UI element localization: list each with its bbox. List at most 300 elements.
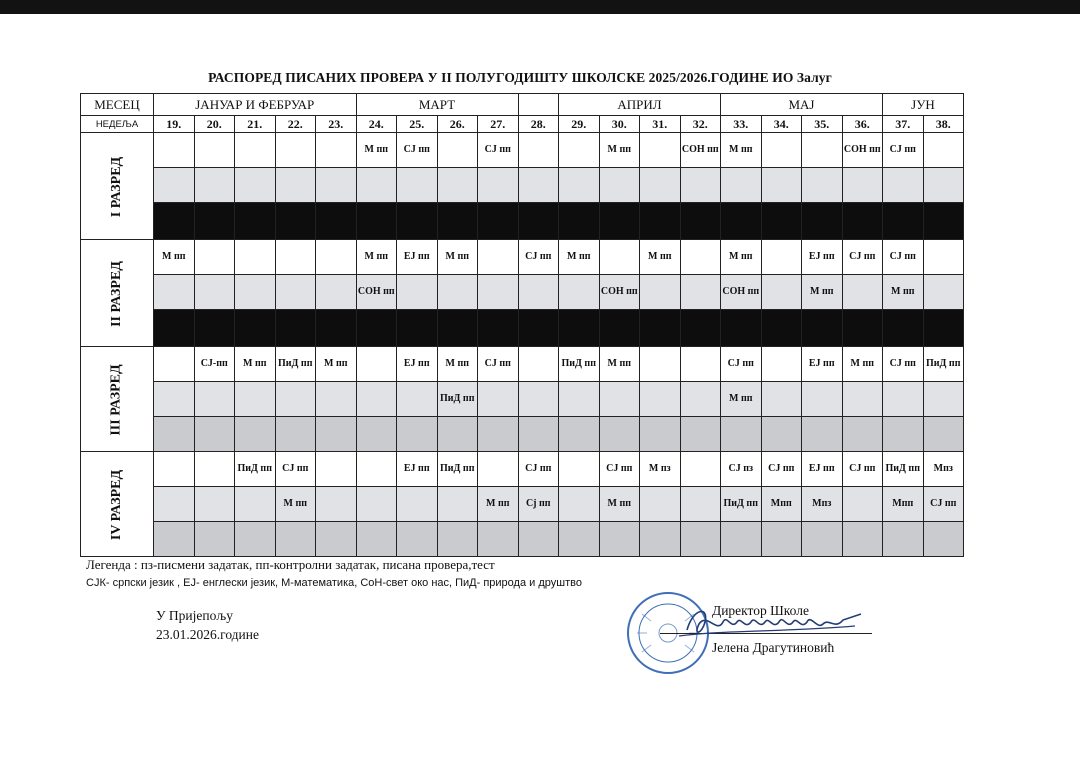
schedule-cell: М пп — [640, 240, 681, 275]
schedule-cell — [478, 310, 519, 347]
schedule-cell — [437, 275, 478, 310]
schedule-cell: СЈ пз — [721, 452, 762, 487]
week-label: НЕДЕЉА — [81, 116, 154, 133]
schedule-cell — [397, 168, 438, 203]
week-header-14: 32. — [680, 116, 721, 133]
schedule-cell — [437, 522, 478, 557]
schedule-cell — [397, 382, 438, 417]
month-jan-feb: ЈАНУАР И ФЕБРУАР — [154, 94, 357, 116]
schedule-cell — [478, 168, 519, 203]
schedule-cell: СЈ пп — [478, 347, 519, 382]
schedule-cell — [437, 487, 478, 522]
schedule-cell: ЕЈ пп — [802, 240, 843, 275]
schedule-cell — [275, 417, 316, 452]
schedule-cell: ПиД пп — [437, 452, 478, 487]
schedule-cell — [154, 487, 195, 522]
schedule-cell — [235, 522, 276, 557]
schedule-cell — [316, 487, 357, 522]
schedule-cell: М пп — [316, 347, 357, 382]
schedule-cell — [680, 347, 721, 382]
schedule-cell — [842, 382, 883, 417]
director-label: Директор Школе — [712, 603, 809, 618]
grade-label: III РАЗРЕД — [109, 364, 124, 436]
grade-label-cell — [81, 347, 154, 452]
schedule-cell — [478, 275, 519, 310]
schedule-cell — [640, 417, 681, 452]
grade-1-row-1 — [81, 133, 964, 168]
schedule-cell: СЈ пп — [883, 133, 924, 168]
schedule-cell — [680, 240, 721, 275]
schedule-cell — [761, 240, 802, 275]
schedule-cell — [194, 275, 235, 310]
schedule-cell: СЈ пп — [842, 240, 883, 275]
schedule-cell: Мпз — [802, 487, 843, 522]
schedule-cell: СЈ пп — [397, 133, 438, 168]
schedule-cell — [802, 382, 843, 417]
week-header-13: 31. — [640, 116, 681, 133]
schedule-cell — [194, 240, 235, 275]
schedule-cell: СОН пп — [356, 275, 397, 310]
schedule-cell — [680, 382, 721, 417]
schedule-cell — [275, 240, 316, 275]
schedule-cell — [680, 275, 721, 310]
schedule-cell — [883, 382, 924, 417]
schedule-cell: СЈ пп — [761, 452, 802, 487]
schedule-cell — [680, 417, 721, 452]
month-maj: МАЈ — [721, 94, 883, 116]
schedule-cell — [397, 522, 438, 557]
schedule-cell — [154, 382, 195, 417]
schedule-cell — [599, 203, 640, 240]
schedule-cell — [154, 347, 195, 382]
schedule-cell — [397, 487, 438, 522]
schedule-cell — [559, 417, 600, 452]
grade-label: IV РАЗРЕД — [109, 469, 124, 541]
week-header-9: 27. — [478, 116, 519, 133]
schedule-cell — [316, 168, 357, 203]
place-date-block — [156, 606, 259, 644]
schedule-cell: М пп — [478, 487, 519, 522]
schedule-cell — [194, 310, 235, 347]
week-header-16: 34. — [761, 116, 802, 133]
legend-line-2: СЈК- српски језик , ЕЈ- енглески језик, М-математика, СоН-свет око нас, ПиД- природа и друштво — [86, 577, 582, 589]
schedule-cell — [680, 522, 721, 557]
grade-4-row-1 — [81, 452, 964, 487]
grade-3-row-3 — [81, 417, 964, 452]
schedule-cell — [275, 310, 316, 347]
schedule-cell — [721, 168, 762, 203]
schedule-cell: ПиД пп — [437, 382, 478, 417]
week-header-7: 25. — [397, 116, 438, 133]
schedule-cell — [518, 203, 559, 240]
schedule-cell — [761, 168, 802, 203]
week-header-row — [81, 116, 964, 133]
schedule-cell — [316, 417, 357, 452]
schedule-cell: Сј пп — [518, 487, 559, 522]
schedule-cell — [518, 168, 559, 203]
schedule-cell — [883, 522, 924, 557]
schedule-cell — [923, 203, 964, 240]
month-blank — [518, 94, 559, 116]
schedule-cell — [680, 310, 721, 347]
grade-label-cell — [81, 133, 154, 240]
schedule-cell — [923, 417, 964, 452]
schedule-cell — [923, 382, 964, 417]
schedule-cell — [640, 347, 681, 382]
schedule-cell — [842, 310, 883, 347]
week-header-2: 20. — [194, 116, 235, 133]
schedule-cell — [275, 203, 316, 240]
schedule-cell — [194, 203, 235, 240]
schedule-cell — [599, 417, 640, 452]
schedule-cell — [316, 382, 357, 417]
schedule-cell — [599, 522, 640, 557]
schedule-cell: СЈ-пп — [194, 347, 235, 382]
schedule-cell — [761, 347, 802, 382]
schedule-cell — [721, 522, 762, 557]
schedule-cell — [194, 417, 235, 452]
schedule-cell — [842, 168, 883, 203]
schedule-cell — [640, 275, 681, 310]
schedule-cell: ПиД пп — [275, 347, 316, 382]
schedule-cell — [478, 203, 519, 240]
schedule-cell — [923, 310, 964, 347]
schedule-cell: СОН пп — [599, 275, 640, 310]
schedule-cell: М пп — [599, 487, 640, 522]
top-dark-bar — [0, 0, 1080, 14]
schedule-cell — [235, 203, 276, 240]
schedule-cell: М пп — [721, 382, 762, 417]
week-header-3: 21. — [235, 116, 276, 133]
schedule-cell — [275, 275, 316, 310]
week-header-19: 37. — [883, 116, 924, 133]
schedule-cell — [275, 382, 316, 417]
schedule-cell — [640, 310, 681, 347]
schedule-cell: ПиД пп — [883, 452, 924, 487]
schedule-cell — [518, 275, 559, 310]
schedule-cell — [235, 275, 276, 310]
schedule-cell — [356, 487, 397, 522]
schedule-cell: СОН пп — [842, 133, 883, 168]
schedule-cell — [559, 452, 600, 487]
schedule-cell — [316, 310, 357, 347]
month-mart: МАРТ — [356, 94, 518, 116]
schedule-cell: М пп — [883, 275, 924, 310]
schedule-cell — [356, 522, 397, 557]
schedule-cell — [235, 240, 276, 275]
schedule-cell — [761, 133, 802, 168]
schedule-cell — [802, 417, 843, 452]
schedule-cell — [761, 522, 802, 557]
schedule-cell: СЈ пп — [883, 240, 924, 275]
grade-label: I РАЗРЕД — [108, 156, 124, 218]
schedule-cell — [194, 522, 235, 557]
schedule-cell — [518, 417, 559, 452]
schedule-cell — [235, 382, 276, 417]
place-text: У Пријепољу — [156, 608, 233, 623]
schedule-cell — [316, 275, 357, 310]
schedule-cell — [923, 133, 964, 168]
schedule-cell — [842, 487, 883, 522]
schedule-cell — [640, 487, 681, 522]
schedule-cell — [680, 203, 721, 240]
schedule-cell — [437, 168, 478, 203]
schedule-cell — [397, 203, 438, 240]
schedule-cell — [599, 240, 640, 275]
schedule-cell — [802, 203, 843, 240]
week-header-8: 26. — [437, 116, 478, 133]
month-jun: ЈУН — [883, 94, 964, 116]
schedule-cell — [559, 275, 600, 310]
schedule-cell: М пп — [802, 275, 843, 310]
schedule-cell — [680, 452, 721, 487]
month-label: МЕСЕЦ — [81, 94, 154, 116]
schedule-cell: ЕЈ пп — [397, 452, 438, 487]
week-header-17: 35. — [802, 116, 843, 133]
schedule-cell — [883, 310, 924, 347]
schedule-cell — [923, 240, 964, 275]
schedule-cell — [842, 275, 883, 310]
schedule-cell — [559, 522, 600, 557]
schedule-cell: Мпп — [761, 487, 802, 522]
schedule-cell — [518, 522, 559, 557]
week-header-18: 36. — [842, 116, 883, 133]
schedule-cell — [356, 452, 397, 487]
schedule-cell — [316, 522, 357, 557]
schedule-cell — [559, 133, 600, 168]
schedule-cell — [802, 522, 843, 557]
schedule-cell — [721, 417, 762, 452]
schedule-cell: М пп — [842, 347, 883, 382]
schedule-cell — [235, 168, 276, 203]
director-name: Јелена Драгутиновић — [712, 640, 835, 655]
grade-label: II РАЗРЕД — [109, 261, 124, 327]
schedule-cell — [316, 203, 357, 240]
schedule-cell — [154, 522, 195, 557]
schedule-cell — [883, 417, 924, 452]
schedule-cell — [154, 168, 195, 203]
schedule-cell — [275, 168, 316, 203]
schedule-cell — [842, 203, 883, 240]
schedule-cell — [599, 310, 640, 347]
schedule-cell — [356, 417, 397, 452]
schedule-cell — [842, 522, 883, 557]
schedule-cell — [478, 452, 519, 487]
schedule-cell — [154, 452, 195, 487]
schedule-cell — [518, 133, 559, 168]
schedule-cell — [640, 168, 681, 203]
schedule-cell: М пп — [356, 240, 397, 275]
schedule-cell: СОН пп — [680, 133, 721, 168]
schedule-cell: СЈ пп — [923, 487, 964, 522]
schedule-cell — [802, 133, 843, 168]
schedule-cell: ПиД пп — [923, 347, 964, 382]
week-header-6: 24. — [356, 116, 397, 133]
schedule-cell — [478, 382, 519, 417]
schedule-cell: ЕЈ пп — [802, 452, 843, 487]
schedule-cell: ПиД пп — [235, 452, 276, 487]
month-april: АПРИЛ — [559, 94, 721, 116]
schedule-cell: М пп — [275, 487, 316, 522]
schedule-cell — [316, 240, 357, 275]
schedule-cell — [761, 310, 802, 347]
schedule-cell — [235, 310, 276, 347]
schedule-cell — [235, 417, 276, 452]
schedule-cell: М пп — [599, 347, 640, 382]
schedule-cell — [640, 382, 681, 417]
week-header-1: 19. — [154, 116, 195, 133]
schedule-cell — [883, 203, 924, 240]
week-header-4: 22. — [275, 116, 316, 133]
schedule-cell: ЕЈ пп — [397, 347, 438, 382]
schedule-cell — [923, 275, 964, 310]
schedule-cell: М пз — [640, 452, 681, 487]
schedule-cell — [923, 522, 964, 557]
schedule-cell: СЈ пп — [478, 133, 519, 168]
week-header-20: 38. — [923, 116, 964, 133]
schedule-cell — [761, 203, 802, 240]
legend-line-1: Легенда : пз-писмени задатак, пп-контролни задатак, писана провера,тест — [86, 557, 495, 572]
schedule-cell: СЈ пп — [842, 452, 883, 487]
schedule-cell — [559, 203, 600, 240]
schedule-cell — [478, 417, 519, 452]
grade-label-cell — [81, 452, 154, 557]
schedule-cell: СОН пп — [721, 275, 762, 310]
schedule-cell: СЈ пп — [518, 240, 559, 275]
date-text: 23.01.2026.године — [156, 627, 259, 642]
grade-2-row-1 — [81, 240, 964, 275]
week-header-12: 30. — [599, 116, 640, 133]
schedule-cell: М пп — [559, 240, 600, 275]
schedule-cell — [559, 382, 600, 417]
schedule-cell: СЈ пп — [721, 347, 762, 382]
schedule-cell — [397, 310, 438, 347]
schedule-cell: СЈ пп — [275, 452, 316, 487]
schedule-cell: СЈ пп — [883, 347, 924, 382]
schedule-cell — [640, 203, 681, 240]
schedule-cell — [194, 487, 235, 522]
grade-3-row-1 — [81, 347, 964, 382]
schedule-cell — [154, 417, 195, 452]
schedule-cell — [356, 203, 397, 240]
schedule-cell — [761, 382, 802, 417]
schedule-cell — [275, 133, 316, 168]
schedule-cell — [194, 168, 235, 203]
grade-2-row-2 — [81, 275, 964, 310]
schedule-cell: М пп — [721, 240, 762, 275]
schedule-cell: СЈ пп — [599, 452, 640, 487]
schedule-cell — [680, 487, 721, 522]
schedule-cell — [923, 168, 964, 203]
schedule-cell — [761, 275, 802, 310]
schedule-cell — [235, 487, 276, 522]
schedule-cell — [154, 133, 195, 168]
schedule-cell — [275, 522, 316, 557]
schedule-cell — [883, 168, 924, 203]
schedule-cell: ПиД пп — [721, 487, 762, 522]
grade-2-row-3 — [81, 310, 964, 347]
week-header-5: 23. — [316, 116, 357, 133]
schedule-cell — [640, 522, 681, 557]
schedule-cell — [154, 203, 195, 240]
schedule-cell — [559, 310, 600, 347]
week-header-15: 33. — [721, 116, 762, 133]
schedule-cell — [721, 203, 762, 240]
schedule-cell: Мпп — [883, 487, 924, 522]
schedule-cell — [316, 133, 357, 168]
schedule-cell — [356, 310, 397, 347]
schedule-cell — [397, 275, 438, 310]
schedule-cell: М пп — [721, 133, 762, 168]
schedule-cell — [194, 133, 235, 168]
grade-4-row-3 — [81, 522, 964, 557]
schedule-cell — [154, 310, 195, 347]
schedule-cell — [356, 347, 397, 382]
schedule-cell — [154, 275, 195, 310]
schedule-cell: Мпз — [923, 452, 964, 487]
schedule-cell — [356, 168, 397, 203]
schedule-cell — [478, 240, 519, 275]
schedule-cell: М пп — [154, 240, 195, 275]
schedule-cell — [478, 522, 519, 557]
schedule-cell: М пп — [356, 133, 397, 168]
schedule-cell: ЕЈ пп — [397, 240, 438, 275]
page-title: РАСПОРЕД ПИСАНИХ ПРОВЕРА У II ПОЛУГОДИШТУ ШКОЛСКЕ 2025/2026.ГОДИНЕ ИО Залуг — [208, 70, 832, 85]
schedule-cell: ЕЈ пп — [802, 347, 843, 382]
grade-1-row-2 — [81, 168, 964, 203]
schedule-cell — [761, 417, 802, 452]
schedule-cell: М пп — [235, 347, 276, 382]
schedule-cell — [518, 347, 559, 382]
schedule-cell — [599, 382, 640, 417]
grade-3-row-2 — [81, 382, 964, 417]
schedule-cell: М пп — [437, 347, 478, 382]
schedule-cell — [194, 452, 235, 487]
schedule-table — [80, 93, 964, 557]
grade-4-row-2 — [81, 487, 964, 522]
schedule-cell — [437, 133, 478, 168]
schedule-cell: М пп — [599, 133, 640, 168]
schedule-cell — [437, 203, 478, 240]
schedule-cell — [802, 310, 843, 347]
grade-label-cell — [81, 240, 154, 347]
schedule-cell — [437, 310, 478, 347]
schedule-cell — [842, 417, 883, 452]
schedule-cell — [559, 487, 600, 522]
schedule-cell: М пп — [437, 240, 478, 275]
schedule-cell — [235, 133, 276, 168]
schedule-cell — [802, 168, 843, 203]
schedule-cell — [518, 310, 559, 347]
schedule-cell — [599, 168, 640, 203]
schedule-cell — [518, 382, 559, 417]
schedule-cell: СЈ пп — [518, 452, 559, 487]
week-header-11: 29. — [559, 116, 600, 133]
schedule-cell — [640, 133, 681, 168]
schedule-cell — [356, 382, 397, 417]
schedule-cell — [194, 382, 235, 417]
month-header-row — [81, 94, 964, 116]
schedule-cell — [316, 452, 357, 487]
schedule-cell: ПиД пп — [559, 347, 600, 382]
grade-1-row-3 — [81, 203, 964, 240]
schedule-cell — [397, 417, 438, 452]
schedule-cell — [437, 417, 478, 452]
week-header-10: 28. — [518, 116, 559, 133]
schedule-cell — [559, 168, 600, 203]
schedule-cell — [721, 310, 762, 347]
schedule-cell — [680, 168, 721, 203]
